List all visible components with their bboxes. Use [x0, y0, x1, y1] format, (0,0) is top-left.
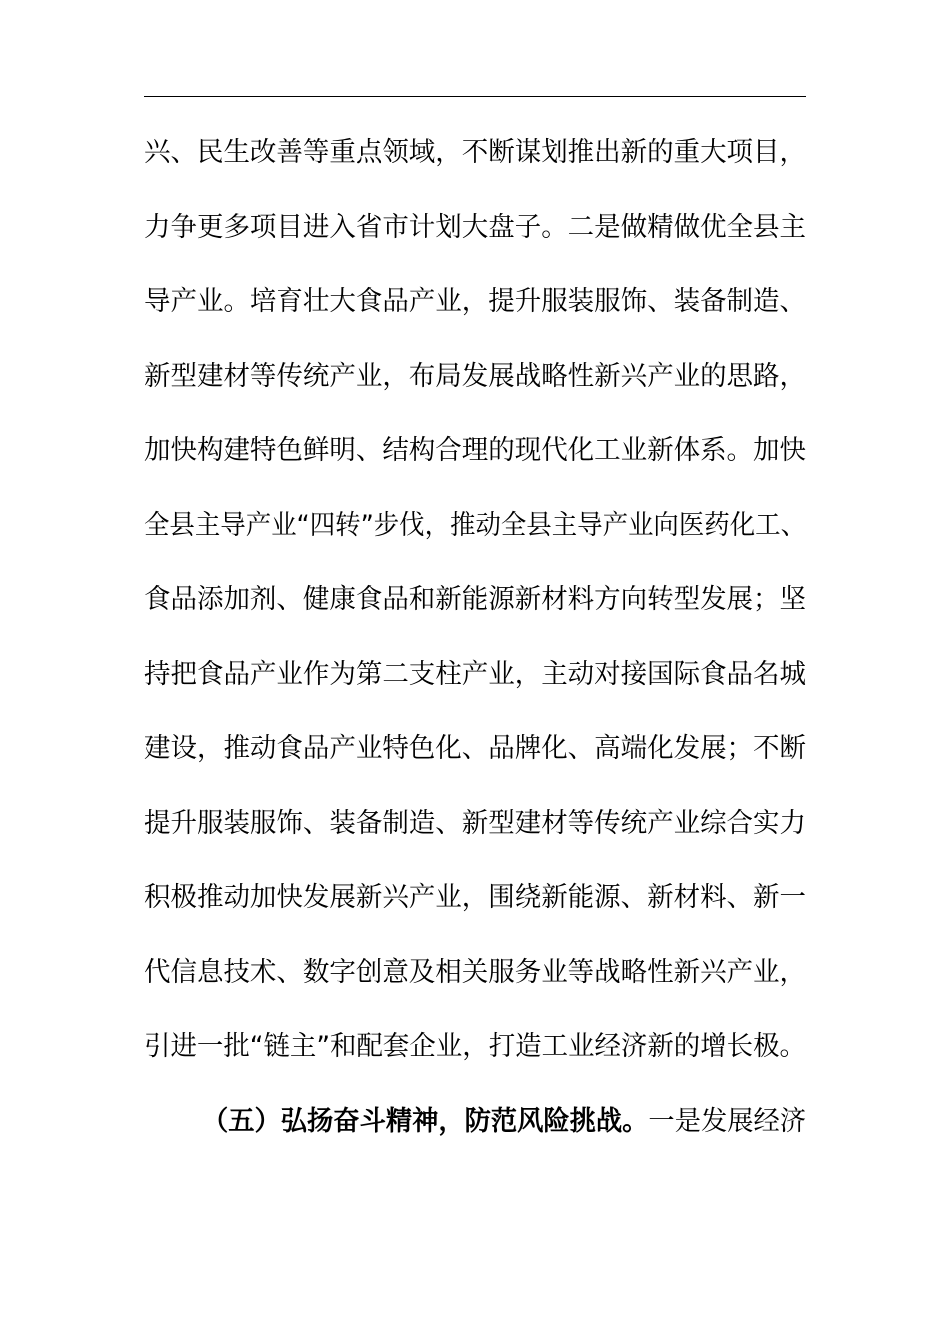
text-line-content: 力争更多项目进入省市计划大盘子。二是做精做优全县主	[144, 211, 806, 243]
text-line-content: 建设，推动食品产业特色化、品牌化、高端化发展；不断	[144, 733, 806, 764]
text-line	[144, 650, 806, 725]
text-line-content: 提升服装服饰、装备制造、新型建材等传统产业综合实力	[144, 807, 806, 839]
text-line	[144, 724, 806, 799]
text-line	[144, 799, 806, 874]
text-line-content: 新型建材等传统产业，布局发展战略性新兴产业的思路，	[144, 360, 806, 392]
text-line-content: 加快构建特色鲜明、结构合理的现代化工业新体系。加快	[144, 435, 806, 466]
text-line	[144, 873, 806, 948]
text-line-content: 代信息技术、数字创意及相关服务业等战略性新兴产业，	[144, 956, 806, 988]
text-line	[144, 203, 806, 278]
section-heading: （五）弘扬奋斗精神，防范风险挑战。	[202, 1105, 649, 1137]
text-line-content: 导产业。培育壮大食品产业，提升服装服饰、装备制造、	[144, 286, 806, 317]
section-heading-line	[144, 1097, 806, 1172]
text-line-content: 全县主导产业“四转”步伐，推动全县主导产业向医药化工、	[144, 509, 806, 541]
text-line-content: 积极推动加快发展新兴产业，围绕新能源、新材料、新一	[144, 882, 806, 913]
section-heading-content	[202, 1097, 806, 1147]
text-line-content: 引进一批“链主”和配套企业，打造工业经济新的增长极。	[144, 1031, 806, 1062]
body-text	[144, 128, 806, 1171]
section-text: 一是发展经济	[648, 1105, 806, 1137]
text-line	[144, 1022, 806, 1097]
text-line-content: 食品添加剂、健康食品和新能源新材料方向转型发展；坚	[144, 584, 806, 615]
text-line	[144, 426, 806, 501]
text-line-content: 兴、民生改善等重点领域，不断谋划推出新的重大项目，	[144, 137, 806, 168]
header-rule	[144, 96, 806, 97]
text-line-content: 持把食品产业作为第二支柱产业，主动对接国际食品名城	[144, 658, 806, 690]
text-line	[144, 575, 806, 650]
text-line	[144, 277, 806, 352]
text-line	[144, 352, 806, 427]
text-line	[144, 501, 806, 576]
text-line	[144, 948, 806, 1023]
text-line	[144, 128, 806, 203]
